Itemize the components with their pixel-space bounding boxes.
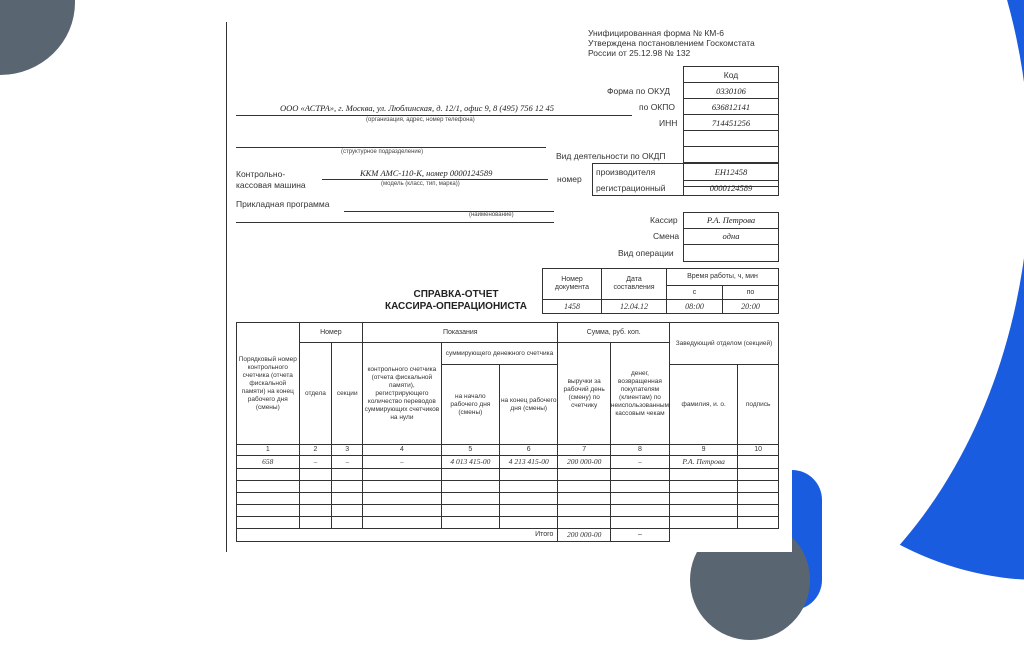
work-to-value: 20:00 bbox=[722, 300, 778, 314]
shift-value: одна bbox=[722, 231, 740, 241]
shift-label: Смена bbox=[653, 231, 680, 241]
inn-label: ИНН bbox=[659, 118, 678, 128]
total-value: 200 000-00 bbox=[558, 529, 610, 542]
header-readings: Показания bbox=[363, 323, 558, 343]
total-label: Итого bbox=[237, 529, 558, 542]
cashier-value: Р.А. Петрова bbox=[706, 215, 756, 225]
total-dash: – bbox=[610, 529, 669, 542]
header-name: фамилия, и. о. bbox=[670, 365, 738, 445]
scan-left-edge bbox=[226, 22, 227, 552]
header-start: на начало рабочего дня (смены) bbox=[441, 365, 499, 445]
form-km6-document bbox=[226, 22, 792, 552]
row1-section: – bbox=[332, 456, 363, 469]
row1-start: 4 013 415-00 bbox=[441, 456, 499, 469]
col-number: 4 bbox=[363, 445, 442, 456]
col-number: 10 bbox=[738, 445, 779, 456]
okpo-value: 636812141 bbox=[711, 102, 751, 112]
registration-label: регистрационный bbox=[596, 183, 666, 193]
report-title-line1: СПРАВКА-ОТЧЕТ bbox=[413, 289, 499, 300]
okud-label: Форма по ОКУД bbox=[607, 86, 670, 96]
col-number: 3 bbox=[332, 445, 363, 456]
form-header-line2: Утверждена постановлением Госкомстата bbox=[588, 38, 755, 48]
registration-value: 0000124589 bbox=[709, 183, 753, 193]
codes-title: Код bbox=[723, 70, 739, 80]
to-header: по bbox=[722, 286, 778, 300]
header-summing: суммирующего денежного счетчика bbox=[441, 343, 558, 365]
row1-revenue: 200 000-00 bbox=[558, 456, 610, 469]
doc-date-header-2: составления bbox=[613, 284, 655, 291]
kkm-number-label: номер bbox=[557, 174, 582, 184]
document-info-table bbox=[542, 268, 779, 314]
table-row bbox=[237, 456, 779, 469]
col-number: 6 bbox=[500, 445, 558, 456]
table-row bbox=[237, 493, 779, 505]
header-returned: денег, возвращенная покупателям (клиентам) по неиспользованным кассовым чекам bbox=[610, 343, 669, 445]
table-row bbox=[237, 469, 779, 481]
kkm-value: ККМ АМС-110-К, номер 0000124589 bbox=[360, 168, 493, 178]
manufacturer-value: ЕН12458 bbox=[714, 167, 748, 177]
doc-number-value: 1458 bbox=[543, 300, 602, 314]
kkm-caption: (модель (класс, тип, марка)) bbox=[381, 181, 460, 187]
row1-end: 4 213 415-00 bbox=[500, 456, 558, 469]
report-title-line2: КАССИРА-ОПЕРАЦИОНИСТА bbox=[384, 301, 528, 312]
header-counter: Порядковый номер контрольного счетчика (отчета фискальной памяти) на конец рабочего дня (смены) bbox=[237, 323, 300, 445]
decorative-gray-circle-top-left bbox=[0, 0, 75, 75]
work-from-value: 08:00 bbox=[667, 300, 723, 314]
program-label: Прикладная программа bbox=[236, 199, 330, 209]
row1-counter: 658 bbox=[237, 456, 300, 469]
okdp-label: Вид деятельности по ОКДП bbox=[556, 151, 666, 161]
form-header-line3: России от 25.12.98 № 132 bbox=[588, 48, 691, 58]
from-header: с bbox=[667, 286, 723, 300]
col-number: 9 bbox=[670, 445, 738, 456]
okud-value: 0330106 bbox=[716, 86, 746, 96]
col-number: 1 bbox=[237, 445, 300, 456]
header-control: контрольного счетчика (отчета фискальной памяти), регистрирующего количество переводов суммирующих счетчиков на нули bbox=[363, 343, 442, 445]
doc-number-header-2: документа bbox=[554, 284, 590, 291]
doc-number-header-1: Номер bbox=[561, 276, 583, 283]
operation-label: Вид операции bbox=[618, 248, 674, 258]
organization-caption: (организация, адрес, номер телефона) bbox=[366, 117, 475, 123]
header-head: Заведующий отделом (секцией) bbox=[670, 323, 779, 365]
col-number: 8 bbox=[610, 445, 669, 456]
col-number: 2 bbox=[299, 445, 332, 456]
kkm-label-2: кассовая машина bbox=[236, 180, 306, 190]
header-end: на конец рабочего дня (смены) bbox=[500, 365, 558, 445]
header-revenue: выручки за рабочий день (смену) по счетчику bbox=[558, 343, 610, 445]
table-row bbox=[237, 481, 779, 493]
row1-returned: – bbox=[610, 456, 669, 469]
table-row bbox=[237, 505, 779, 517]
manufacturer-label: производителя bbox=[596, 167, 656, 177]
division-caption: (структурное подразделение) bbox=[341, 149, 424, 155]
cashier-label: Кассир bbox=[650, 215, 678, 225]
kkm-label-1: Контрольно- bbox=[236, 169, 286, 179]
inn-value: 714451256 bbox=[711, 118, 751, 128]
header-dept: отдела bbox=[299, 343, 332, 445]
form-header-line1: Унифицированная форма № КМ-6 bbox=[588, 28, 724, 38]
total-row bbox=[237, 529, 779, 542]
table-row bbox=[237, 517, 779, 529]
program-caption: (наименование) bbox=[469, 212, 514, 218]
doc-date-header-1: Дата bbox=[626, 276, 642, 283]
header-number: Номер bbox=[299, 323, 363, 343]
header-sign: подпись bbox=[738, 365, 779, 445]
doc-date-value: 12.04.12 bbox=[602, 300, 667, 314]
row1-sign bbox=[738, 456, 779, 469]
col-number: 5 bbox=[441, 445, 499, 456]
header-amount: Сумма, руб. коп. bbox=[558, 323, 670, 343]
header-section: секции bbox=[332, 343, 363, 445]
row1-name: Р.А. Петрова bbox=[670, 456, 738, 469]
okpo-label: по ОКПО bbox=[639, 102, 675, 112]
worktime-header: Время работы, ч, мин bbox=[667, 269, 779, 286]
organization-value: ООО «АСТРА», г. Москва, ул. Люблинская, д. 12/1, офис 9, 8 (495) 756 12 45 bbox=[280, 103, 554, 113]
col-number: 7 bbox=[558, 445, 610, 456]
main-report-table bbox=[236, 322, 779, 542]
row1-control: – bbox=[363, 456, 442, 469]
row1-dept: – bbox=[299, 456, 332, 469]
